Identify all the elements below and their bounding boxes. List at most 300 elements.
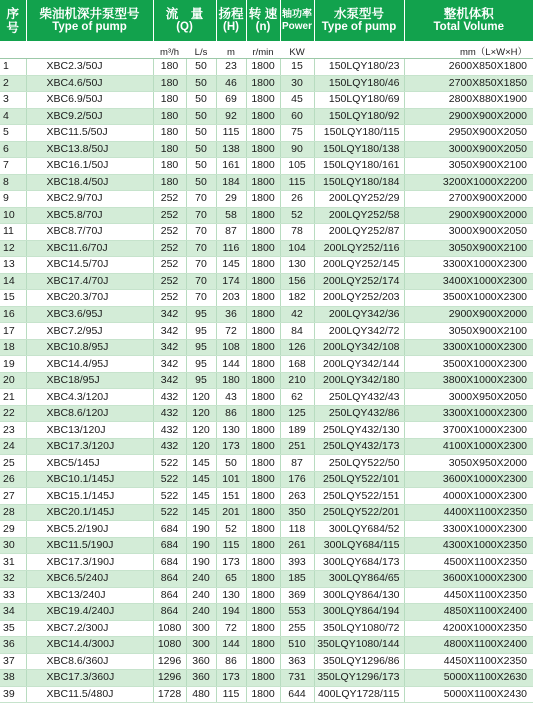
cell-flow-m3h: 432 xyxy=(153,389,186,406)
header-volume xyxy=(404,0,533,41)
cell-model: 200LQY342/108 xyxy=(314,339,404,356)
cell-power: 78 xyxy=(280,224,314,241)
cell-volume: 5000X1100X2630 xyxy=(404,670,533,687)
cell-type: XBC11.5/190J xyxy=(26,537,153,554)
cell-no: 15 xyxy=(0,290,26,307)
cell-head: 144 xyxy=(216,637,246,654)
cell-no: 38 xyxy=(0,670,26,687)
cell-model: 250LQY432/130 xyxy=(314,422,404,439)
table-row xyxy=(0,438,533,455)
cell-speed: 1800 xyxy=(246,191,280,208)
cell-model: 150LQY180/69 xyxy=(314,92,404,109)
cell-head: 151 xyxy=(216,488,246,505)
cell-no: 7 xyxy=(0,158,26,175)
cell-flow-ls: 95 xyxy=(186,339,216,356)
table-row xyxy=(0,670,533,687)
cell-flow-m3h: 684 xyxy=(153,554,186,571)
table-row xyxy=(0,455,533,472)
cell-speed: 1800 xyxy=(246,405,280,422)
cell-type: XBC9.2/50J xyxy=(26,108,153,125)
header-head xyxy=(216,0,246,41)
cell-head: 161 xyxy=(216,158,246,175)
cell-volume: 3300X1000X2300 xyxy=(404,339,533,356)
header-speed xyxy=(246,0,280,41)
cell-flow-ls: 70 xyxy=(186,207,216,224)
cell-no: 20 xyxy=(0,372,26,389)
cell-flow-m3h: 252 xyxy=(153,207,186,224)
cell-no: 35 xyxy=(0,620,26,637)
cell-flow-m3h: 522 xyxy=(153,455,186,472)
cell-speed: 1800 xyxy=(246,670,280,687)
cell-speed: 1800 xyxy=(246,570,280,587)
cell-model: 200LQY252/174 xyxy=(314,273,404,290)
table-row xyxy=(0,174,533,191)
table-row xyxy=(0,356,533,373)
cell-volume: 3800X1000X2300 xyxy=(404,372,533,389)
cell-flow-m3h: 1296 xyxy=(153,670,186,687)
table-row xyxy=(0,537,533,554)
cell-type: XBC13.8/50J xyxy=(26,141,153,158)
cell-no: 37 xyxy=(0,653,26,670)
cell-volume: 2700X850X1850 xyxy=(404,75,533,92)
unit-power: KW xyxy=(280,41,314,59)
cell-flow-ls: 50 xyxy=(186,75,216,92)
table-row xyxy=(0,372,533,389)
cell-head: 173 xyxy=(216,438,246,455)
cell-volume: 4500X1100X2350 xyxy=(404,554,533,571)
cell-flow-ls: 50 xyxy=(186,59,216,76)
cell-power: 168 xyxy=(280,356,314,373)
cell-power: 553 xyxy=(280,604,314,621)
cell-power: 105 xyxy=(280,158,314,175)
cell-flow-m3h: 180 xyxy=(153,75,186,92)
cell-type: XBC5.2/190J xyxy=(26,521,153,538)
header-model-zh: 水泵型号 xyxy=(334,7,385,22)
cell-model: 150LQY180/138 xyxy=(314,141,404,158)
cell-power: 182 xyxy=(280,290,314,307)
cell-power: 60 xyxy=(280,108,314,125)
table-row xyxy=(0,422,533,439)
cell-model: 300LQY684/115 xyxy=(314,537,404,554)
cell-type: XBC7.2/300J xyxy=(26,620,153,637)
cell-model: 250LQY522/201 xyxy=(314,504,404,521)
cell-flow-m3h: 252 xyxy=(153,224,186,241)
cell-head: 173 xyxy=(216,670,246,687)
cell-volume: 4100X1000X2300 xyxy=(404,438,533,455)
cell-head: 184 xyxy=(216,174,246,191)
cell-power: 251 xyxy=(280,438,314,455)
cell-volume: 4400X1100X2350 xyxy=(404,504,533,521)
cell-flow-ls: 95 xyxy=(186,306,216,323)
unit-model xyxy=(314,41,404,59)
cell-volume: 3300X1000X2300 xyxy=(404,257,533,274)
cell-speed: 1800 xyxy=(246,339,280,356)
cell-no: 26 xyxy=(0,471,26,488)
cell-power: 369 xyxy=(280,587,314,604)
cell-volume: 4000X1000X2300 xyxy=(404,488,533,505)
cell-flow-m3h: 864 xyxy=(153,604,186,621)
cell-no: 21 xyxy=(0,389,26,406)
cell-model: 300LQY684/52 xyxy=(314,521,404,538)
cell-speed: 1800 xyxy=(246,224,280,241)
cell-type: XBC10.1/145J xyxy=(26,471,153,488)
cell-type: XBC3.6/95J xyxy=(26,306,153,323)
cell-type: XBC14.4/95J xyxy=(26,356,153,373)
cell-type: XBC13/120J xyxy=(26,422,153,439)
cell-power: 52 xyxy=(280,207,314,224)
cell-no: 39 xyxy=(0,686,26,703)
cell-type: XBC14.5/70J xyxy=(26,257,153,274)
cell-power: 26 xyxy=(280,191,314,208)
cell-model: 350LQY1296/173 xyxy=(314,670,404,687)
cell-flow-ls: 145 xyxy=(186,488,216,505)
cell-head: 43 xyxy=(216,389,246,406)
cell-flow-ls: 50 xyxy=(186,141,216,158)
cell-type: XBC6.9/50J xyxy=(26,92,153,109)
cell-flow-m3h: 252 xyxy=(153,290,186,307)
cell-speed: 1800 xyxy=(246,108,280,125)
table-row xyxy=(0,521,533,538)
cell-speed: 1800 xyxy=(246,504,280,521)
cell-flow-ls: 240 xyxy=(186,570,216,587)
cell-volume: 3400X1000X2300 xyxy=(404,273,533,290)
header-type-zh: 柴油机深井泵型号 xyxy=(39,7,140,22)
cell-flow-ls: 50 xyxy=(186,158,216,175)
cell-model: 250LQY522/151 xyxy=(314,488,404,505)
table-header xyxy=(0,0,533,59)
cell-type: XBC20.1/145J xyxy=(26,504,153,521)
cell-flow-m3h: 864 xyxy=(153,587,186,604)
cell-no: 4 xyxy=(0,108,26,125)
cell-speed: 1800 xyxy=(246,273,280,290)
table-row xyxy=(0,323,533,340)
cell-power: 185 xyxy=(280,570,314,587)
cell-flow-m3h: 180 xyxy=(153,59,186,76)
cell-type: XBC17.3/190J xyxy=(26,554,153,571)
unit-speed: r/min xyxy=(246,41,280,59)
table-row xyxy=(0,653,533,670)
cell-volume: 3050X950X2000 xyxy=(404,455,533,472)
cell-model: 200LQY252/58 xyxy=(314,207,404,224)
cell-volume: 3500X1000X2300 xyxy=(404,356,533,373)
cell-flow-m3h: 252 xyxy=(153,273,186,290)
cell-power: 42 xyxy=(280,306,314,323)
cell-speed: 1800 xyxy=(246,356,280,373)
cell-flow-m3h: 432 xyxy=(153,438,186,455)
cell-speed: 1800 xyxy=(246,455,280,472)
cell-volume: 4200X1000X2350 xyxy=(404,620,533,637)
cell-head: 58 xyxy=(216,207,246,224)
cell-model: 300LQY864/130 xyxy=(314,587,404,604)
unit-no xyxy=(0,41,26,59)
cell-flow-ls: 70 xyxy=(186,240,216,257)
cell-head: 180 xyxy=(216,372,246,389)
cell-power: 45 xyxy=(280,92,314,109)
cell-flow-ls: 50 xyxy=(186,125,216,142)
table-row xyxy=(0,604,533,621)
cell-no: 10 xyxy=(0,207,26,224)
cell-flow-ls: 95 xyxy=(186,323,216,340)
cell-speed: 1800 xyxy=(246,92,280,109)
cell-head: 23 xyxy=(216,59,246,76)
cell-speed: 1800 xyxy=(246,653,280,670)
header-row xyxy=(0,0,533,41)
table-row xyxy=(0,405,533,422)
table-row xyxy=(0,587,533,604)
cell-flow-m3h: 522 xyxy=(153,504,186,521)
cell-speed: 1800 xyxy=(246,257,280,274)
cell-no: 23 xyxy=(0,422,26,439)
cell-power: 189 xyxy=(280,422,314,439)
cell-head: 108 xyxy=(216,339,246,356)
cell-model: 300LQY864/65 xyxy=(314,570,404,587)
cell-model: 300LQY684/173 xyxy=(314,554,404,571)
cell-no: 3 xyxy=(0,92,26,109)
table-row xyxy=(0,75,533,92)
cell-type: XBC11.6/70J xyxy=(26,240,153,257)
cell-volume: 5000X1100X2430 xyxy=(404,686,533,703)
table-row xyxy=(0,273,533,290)
cell-type: XBC6.5/240J xyxy=(26,570,153,587)
cell-speed: 1800 xyxy=(246,174,280,191)
cell-flow-m3h: 180 xyxy=(153,141,186,158)
header-head-zh: 扬程 xyxy=(218,7,244,22)
unit-flow-m3h: m³/h xyxy=(153,41,186,59)
cell-flow-ls: 50 xyxy=(186,108,216,125)
cell-model: 200LQY252/145 xyxy=(314,257,404,274)
cell-model: 150LQY180/46 xyxy=(314,75,404,92)
cell-no: 22 xyxy=(0,405,26,422)
header-model-en: Type of pump xyxy=(321,21,397,34)
cell-power: 731 xyxy=(280,670,314,687)
cell-volume: 3200X1000X2200 xyxy=(404,174,533,191)
cell-flow-m3h: 342 xyxy=(153,306,186,323)
cell-type: XBC10.8/95J xyxy=(26,339,153,356)
cell-no: 32 xyxy=(0,570,26,587)
cell-no: 11 xyxy=(0,224,26,241)
cell-model: 200LQY342/72 xyxy=(314,323,404,340)
header-flow-zh: 流 量 xyxy=(165,7,204,22)
cell-head: 201 xyxy=(216,504,246,521)
cell-model: 200LQY252/203 xyxy=(314,290,404,307)
cell-flow-m3h: 342 xyxy=(153,323,186,340)
cell-speed: 1800 xyxy=(246,554,280,571)
cell-head: 203 xyxy=(216,290,246,307)
cell-flow-ls: 300 xyxy=(186,637,216,654)
cell-flow-m3h: 252 xyxy=(153,191,186,208)
cell-speed: 1800 xyxy=(246,125,280,142)
cell-head: 138 xyxy=(216,141,246,158)
cell-flow-m3h: 864 xyxy=(153,570,186,587)
cell-volume: 4450X1100X2350 xyxy=(404,587,533,604)
table-row xyxy=(0,141,533,158)
cell-flow-ls: 70 xyxy=(186,290,216,307)
cell-speed: 1800 xyxy=(246,240,280,257)
cell-flow-m3h: 432 xyxy=(153,422,186,439)
header-speed-zh: 转 速 xyxy=(248,7,278,22)
header-power-en: Power xyxy=(282,20,313,32)
unit-type xyxy=(26,41,153,59)
cell-no: 25 xyxy=(0,455,26,472)
cell-volume: 2900X900X2000 xyxy=(404,207,533,224)
cell-volume: 3300X1000X2300 xyxy=(404,405,533,422)
table-row xyxy=(0,240,533,257)
cell-model: 200LQY342/144 xyxy=(314,356,404,373)
cell-type: XBC17.4/70J xyxy=(26,273,153,290)
cell-model: 200LQY342/36 xyxy=(314,306,404,323)
cell-model: 150LQY180/184 xyxy=(314,174,404,191)
cell-power: 126 xyxy=(280,339,314,356)
header-no xyxy=(0,0,26,41)
table-row xyxy=(0,92,533,109)
cell-type: XBC2.3/50J xyxy=(26,59,153,76)
cell-model: 150LQY180/161 xyxy=(314,158,404,175)
cell-model: 150LQY180/23 xyxy=(314,59,404,76)
cell-model: 250LQY432/173 xyxy=(314,438,404,455)
cell-flow-ls: 190 xyxy=(186,537,216,554)
cell-flow-ls: 120 xyxy=(186,422,216,439)
cell-head: 72 xyxy=(216,620,246,637)
cell-volume: 2900X900X2000 xyxy=(404,306,533,323)
cell-flow-m3h: 432 xyxy=(153,405,186,422)
cell-flow-ls: 50 xyxy=(186,92,216,109)
cell-volume: 3600X1000X2300 xyxy=(404,471,533,488)
table-row xyxy=(0,620,533,637)
cell-power: 210 xyxy=(280,372,314,389)
cell-speed: 1800 xyxy=(246,290,280,307)
cell-head: 174 xyxy=(216,273,246,290)
cell-volume: 3600X1000X2300 xyxy=(404,570,533,587)
cell-speed: 1800 xyxy=(246,488,280,505)
cell-speed: 1800 xyxy=(246,372,280,389)
cell-model: 150LQY180/92 xyxy=(314,108,404,125)
table-row xyxy=(0,290,533,307)
cell-no: 5 xyxy=(0,125,26,142)
cell-head: 36 xyxy=(216,306,246,323)
cell-no: 8 xyxy=(0,174,26,191)
table-row xyxy=(0,158,533,175)
cell-flow-ls: 70 xyxy=(186,257,216,274)
cell-type: XBC8.7/70J xyxy=(26,224,153,241)
cell-head: 101 xyxy=(216,471,246,488)
unit-volume: mm（L×W×H） xyxy=(404,41,533,59)
cell-speed: 1800 xyxy=(246,521,280,538)
cell-head: 115 xyxy=(216,537,246,554)
cell-power: 261 xyxy=(280,537,314,554)
header-flow xyxy=(153,0,216,41)
cell-power: 363 xyxy=(280,653,314,670)
cell-no: 16 xyxy=(0,306,26,323)
cell-flow-m3h: 342 xyxy=(153,372,186,389)
cell-speed: 1800 xyxy=(246,587,280,604)
cell-volume: 3000X900X2050 xyxy=(404,224,533,241)
cell-model: 200LQY252/29 xyxy=(314,191,404,208)
cell-no: 12 xyxy=(0,240,26,257)
cell-type: XBC8.6/360J xyxy=(26,653,153,670)
cell-head: 65 xyxy=(216,570,246,587)
cell-flow-m3h: 1296 xyxy=(153,653,186,670)
cell-type: XBC14.4/300J xyxy=(26,637,153,654)
cell-type: XBC15.1/145J xyxy=(26,488,153,505)
cell-type: XBC8.6/120J xyxy=(26,405,153,422)
table-row xyxy=(0,306,533,323)
table-row xyxy=(0,108,533,125)
header-type xyxy=(26,0,153,41)
cell-flow-ls: 240 xyxy=(186,587,216,604)
cell-speed: 1800 xyxy=(246,323,280,340)
cell-flow-ls: 95 xyxy=(186,356,216,373)
cell-head: 87 xyxy=(216,224,246,241)
cell-flow-m3h: 180 xyxy=(153,174,186,191)
cell-power: 30 xyxy=(280,75,314,92)
cell-power: 176 xyxy=(280,471,314,488)
table-row xyxy=(0,224,533,241)
cell-flow-ls: 360 xyxy=(186,653,216,670)
table-row xyxy=(0,339,533,356)
cell-no: 36 xyxy=(0,637,26,654)
cell-power: 15 xyxy=(280,59,314,76)
cell-volume: 2900X900X2000 xyxy=(404,108,533,125)
cell-flow-m3h: 252 xyxy=(153,240,186,257)
unit-flow-ls: L/s xyxy=(186,41,216,59)
cell-type: XBC11.5/480J xyxy=(26,686,153,703)
cell-power: 255 xyxy=(280,620,314,637)
cell-flow-m3h: 522 xyxy=(153,488,186,505)
cell-speed: 1800 xyxy=(246,75,280,92)
cell-speed: 1800 xyxy=(246,537,280,554)
cell-flow-ls: 480 xyxy=(186,686,216,703)
cell-head: 29 xyxy=(216,191,246,208)
cell-no: 18 xyxy=(0,339,26,356)
cell-flow-m3h: 684 xyxy=(153,537,186,554)
table-row xyxy=(0,554,533,571)
cell-speed: 1800 xyxy=(246,422,280,439)
cell-speed: 1800 xyxy=(246,207,280,224)
cell-type: XBC18/95J xyxy=(26,372,153,389)
cell-power: 350 xyxy=(280,504,314,521)
cell-type: XBC7.2/95J xyxy=(26,323,153,340)
cell-flow-ls: 120 xyxy=(186,405,216,422)
cell-speed: 1800 xyxy=(246,438,280,455)
cell-volume: 2700X900X2000 xyxy=(404,191,533,208)
cell-type: XBC17.3/360J xyxy=(26,670,153,687)
cell-head: 52 xyxy=(216,521,246,538)
cell-head: 194 xyxy=(216,604,246,621)
header-no-label: 序号 xyxy=(6,6,19,35)
cell-type: XBC11.5/50J xyxy=(26,125,153,142)
cell-flow-m3h: 180 xyxy=(153,108,186,125)
cell-no: 9 xyxy=(0,191,26,208)
cell-speed: 1800 xyxy=(246,604,280,621)
cell-flow-ls: 70 xyxy=(186,273,216,290)
units-row xyxy=(0,41,533,59)
cell-model: 200LQY252/116 xyxy=(314,240,404,257)
cell-speed: 1800 xyxy=(246,59,280,76)
cell-speed: 1800 xyxy=(246,637,280,654)
cell-no: 24 xyxy=(0,438,26,455)
cell-volume: 3000X950X2050 xyxy=(404,389,533,406)
cell-volume: 3300X1000X2300 xyxy=(404,521,533,538)
cell-no: 31 xyxy=(0,554,26,571)
cell-volume: 3700X1000X2300 xyxy=(404,422,533,439)
cell-volume: 3050X900X2100 xyxy=(404,158,533,175)
header-type-en: Type of pump xyxy=(52,21,127,34)
cell-volume: 2800X880X1900 xyxy=(404,92,533,109)
header-head-en: (H) xyxy=(223,21,239,34)
cell-no: 2 xyxy=(0,75,26,92)
cell-volume: 2950X900X2050 xyxy=(404,125,533,142)
cell-head: 86 xyxy=(216,653,246,670)
